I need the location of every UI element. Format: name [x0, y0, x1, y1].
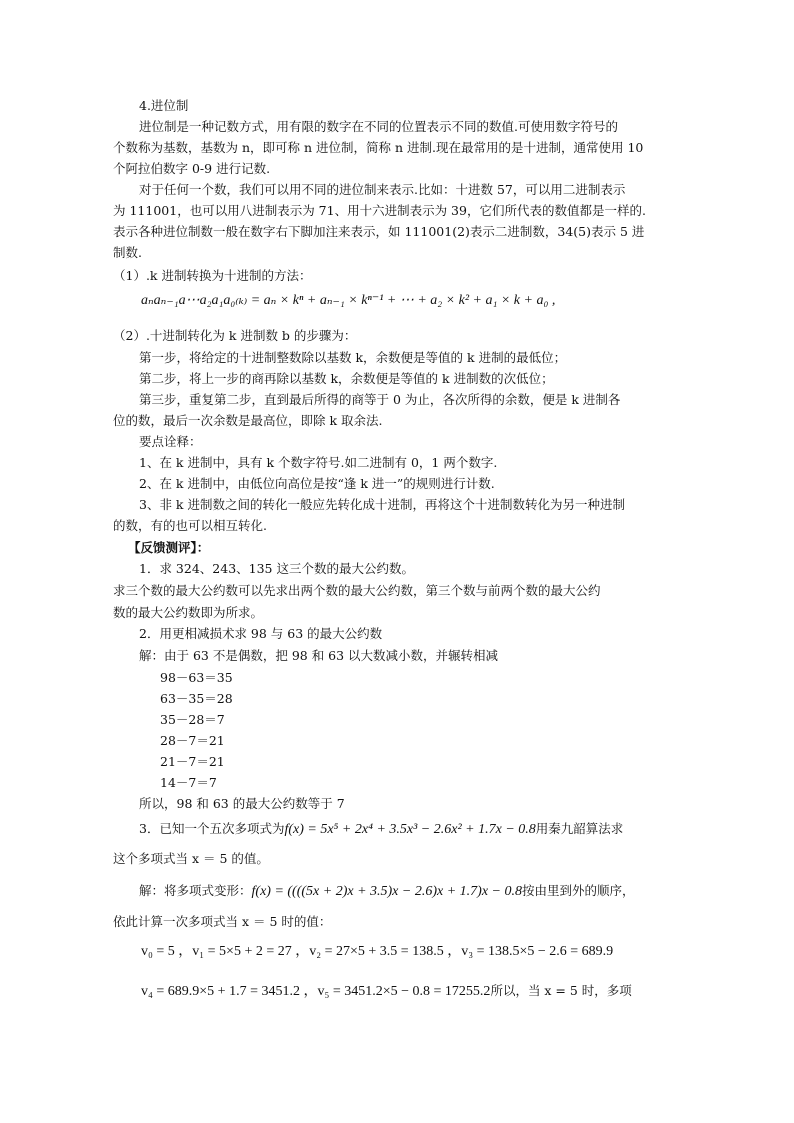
q3-horner-form: f(x) = ((((5x + 2)x + 3.5)x − 2.6)x + 1.7)x − 0.8: [251, 884, 522, 899]
question-3-line-1: [139, 818, 623, 840]
para-1-line-2: 个数称为基数，基数为 n，即可称 n 进位制，简称 n 进制.现在最常用的是十进制，通常使用 10: [113, 140, 644, 155]
q3-calc-line-2: [141, 980, 632, 1002]
q2-step-5: 21－7＝21: [160, 754, 225, 769]
note-3: 3、非 k 进制数之间的转化一般应先转化成十进制，再将这个十进制数转化为另一种进制: [139, 497, 625, 512]
k-to-decimal-formula: aₙaₙ₋₁a⋯a₂a₁a₀₍ₖ₎ = aₙ × kⁿ + aₙ₋₁ × kⁿ⁻¹ + ⋯ + a₂ × k² + a₁ × k + a₀ ,: [141, 293, 556, 308]
step-3: 第三步，重复第二步，直到最后所得的商等于 0 为止，各次所得的余数，便是 k 进制各: [139, 392, 621, 407]
q2-step-1: 98－63＝35: [160, 670, 233, 685]
q3-calc-formula: v₄ = 689.9×5 + 1.7 = 3451.2 ，v₅ = 3451.2×5 − 0.8 = 17255.2: [141, 984, 491, 999]
step-2: 第二步，将上一步的商再除以基数 k，余数便是等值的 k 进制数的次低位；: [139, 371, 554, 386]
note-3-cont: 的数，有的也可以相互转化.: [113, 518, 267, 533]
q3-solution-prefix: 解：将多项式变形：: [139, 883, 252, 898]
q2-solution: 解：由于 63 不是偶数，把 98 和 63 以大数减小数，并辗转相减: [139, 648, 499, 663]
q2-step-3: 35－28＝7: [160, 712, 225, 727]
feedback-title: 【反馈测评】：: [128, 540, 210, 555]
q2-step-2: 63－35＝28: [160, 691, 233, 706]
para-2-line-2: 为 111001，也可以用八进制表示为 71、用十六进制表示为 39，它们所代表的数值都是一样的.: [113, 203, 646, 218]
question-3-line-2: 这个多项式当 x ＝ 5 的值。: [113, 851, 269, 866]
q3-calc-suffix: 所以，当 x = 5 时，多项: [490, 983, 632, 998]
note-2: 2、在 k 进制中，由低位向高位是按“逢 k 进一”的规则进行计数.: [139, 476, 495, 491]
decimal-to-k-title: （2）.十进制转化为 k 进制数 b 的步骤为：: [113, 328, 357, 343]
q2-step-4: 28－7＝21: [160, 733, 225, 748]
question-1: 1．求 324、243、135 这三个数的最大公约数。: [139, 561, 414, 576]
step-3-cont: 位的数，最后一次余数是最高位，即除 k 取余法.: [113, 413, 383, 428]
q1-answer-line-2: 数的最大公约数即为所求。: [113, 605, 264, 620]
q3-solution-suffix: 按由里到外的顺序，: [522, 883, 635, 898]
q3-solution-line-2: 依此计算一次多项式当 x ＝ 5 时的值：: [113, 914, 332, 929]
q1-answer-line-1: 求三个数的最大公约数可以先求出两个数的最大公约数，第三个数与前两个数的最大公约: [113, 583, 601, 598]
step-1: 第一步，将给定的十进制整数除以基数 k，余数便是等值的 k 进制的最低位；: [139, 350, 567, 365]
para-2-line-4: 制数.: [113, 245, 142, 260]
note-1: 1、在 k 进制中，具有 k 个数字符号.如二进制有 0，1 两个数字.: [139, 455, 498, 470]
question-2: 2．用更相减损术求 98 与 63 的最大公约数: [139, 626, 383, 641]
q2-step-6: 14－7＝7: [160, 775, 217, 790]
para-1-line-1: 进位制是一种记数方式，用有限的数字在不同的位置表示不同的数值.可使用数字符号的: [139, 119, 618, 134]
section-title: 4.进位制: [139, 98, 189, 113]
notes-title: 要点诠释：: [139, 434, 202, 449]
q3-prefix: 3．已知一个五次多项式为: [139, 821, 285, 836]
k-to-decimal-title: （1）.k 进制转换为十进制的方法：: [113, 268, 312, 283]
para-2-line-1: 对于任何一个数，我们可以用不同的进位制来表示.比如：十进数 57，可以用二进制表示: [139, 182, 626, 197]
q3-calc-line-1: v₀ = 5 ，v₁ = 5×5 + 2 = 27 ，v₂ = 27×5 + 3.5 = 138.5 ，v₃ = 138.5×5 − 2.6 = 689.9: [141, 944, 614, 959]
q3-solution-line-1: [139, 880, 635, 902]
q3-polynomial: f(x) = 5x⁵ + 2x⁴ + 3.5x³ − 2.6x² + 1.7x − 0.8: [284, 822, 536, 837]
q3-suffix: 用秦九韶算法求: [535, 821, 624, 836]
q2-conclusion: 所以，98 和 63 的最大公约数等于 7: [139, 796, 345, 811]
para-1-line-3: 个阿拉伯数字 0-9 进行记数.: [113, 161, 271, 176]
para-2-line-3: 表示各种进位制数一般在数字右下脚加注来表示，如 111001(2)表示二进制数，34(5)表示 5 进: [113, 224, 645, 239]
